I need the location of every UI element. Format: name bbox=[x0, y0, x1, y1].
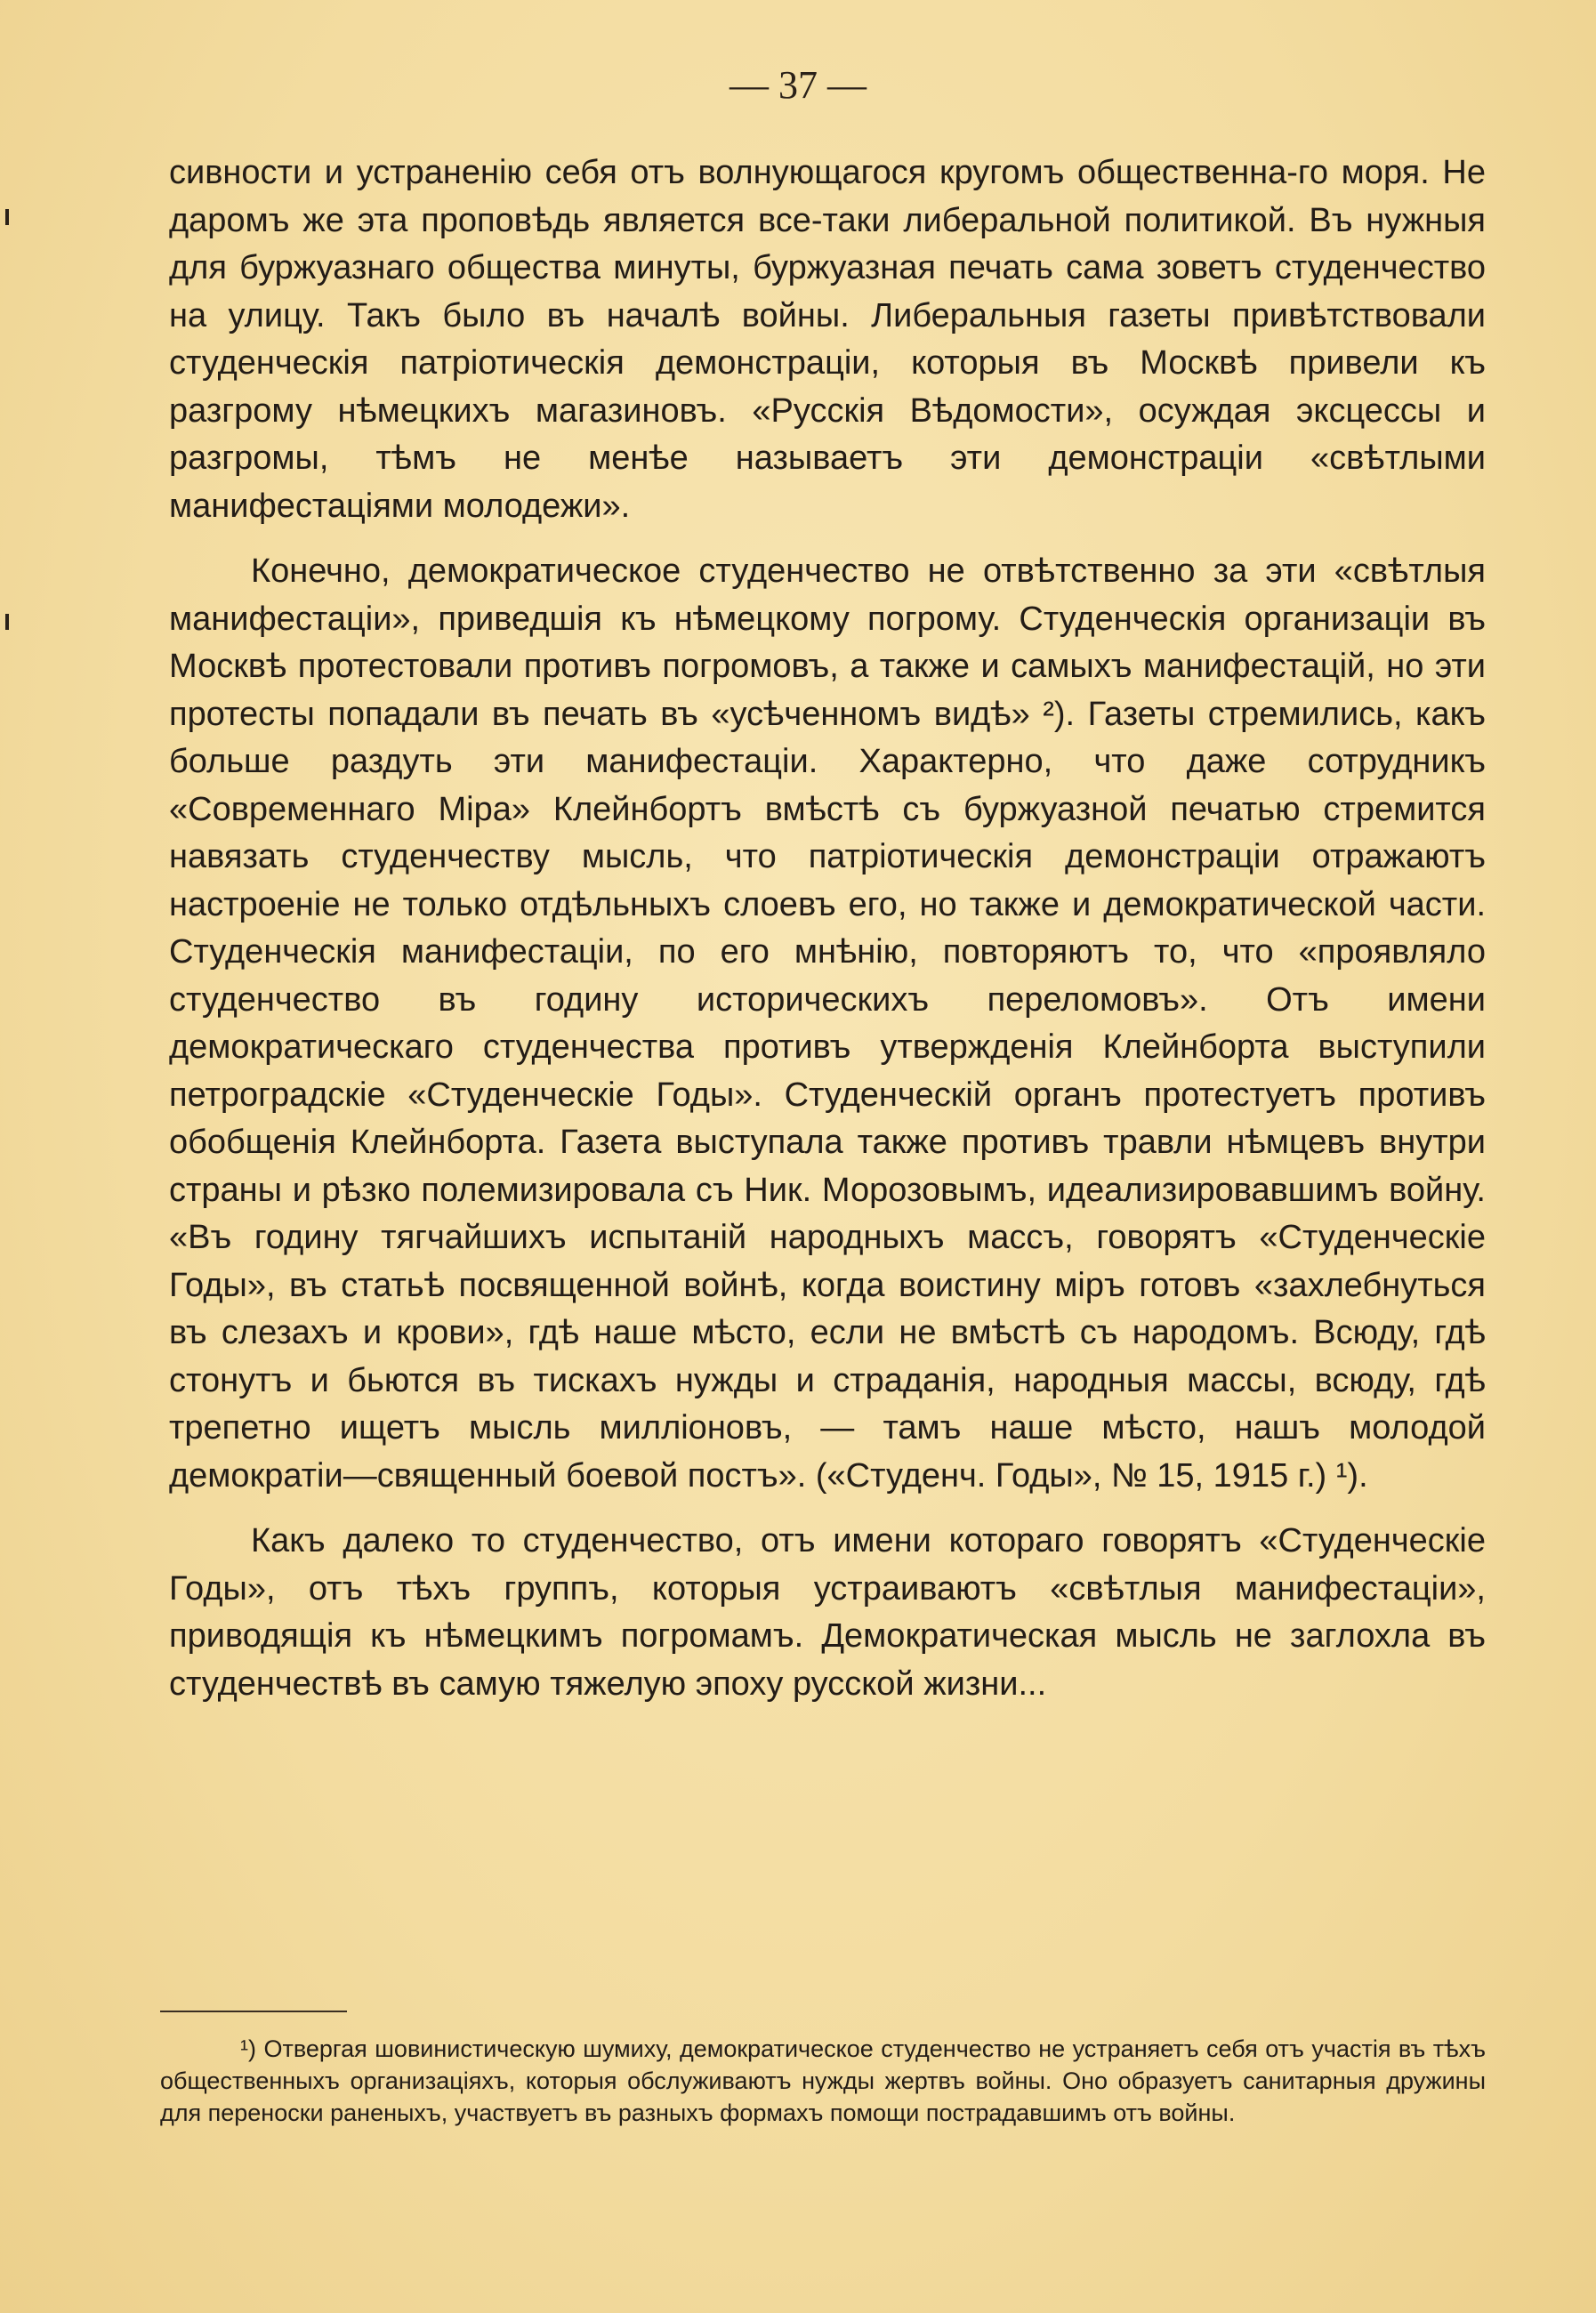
margin-mark bbox=[5, 209, 9, 225]
footnote-divider bbox=[160, 2011, 347, 2012]
paragraph: Конечно, демократическое студенчество не отвѣтственно за эти «свѣтлыя манифестаціи», приведшія къ нѣмецкому погрому. Студенческія организаціи въ Москвѣ протестовали противъ погромовъ, а также и самыхъ манифестацій, но эти протесты попадали въ печать въ «усѣченномъ видѣ» ²). Газеты стремились, какъ больше раздуть эти манифестаціи. Характерно, что даже сотрудникъ «Современнаго Міра» Клейнбортъ вмѣстѣ съ буржуазной печатью стремится навязать студенчеству мысль, что патріотическія демонстраціи отражаютъ настроеніе не только отдѣльныхъ слоевъ его, но также и демократической части. Студенческія манифестаціи, по его мнѣнію, повторяютъ то, что «проявляло студенчество въ годину историческихъ переломовъ». Отъ имени демократическаго студенчества противъ утвержденія Клейнборта выступили петроградскіе «Студенческіе Годы». Студенческій органъ протестуетъ противъ обобщенія Клейнборта. Газета выступала также противъ травли нѣмцевъ внутри страны и рѣзко полемизировала съ Ник. Морозовымъ, идеализировавшимъ войну. «Въ годину тягчайшихъ испытаній народныхъ массъ, говорятъ «Студенческіе Годы», въ статьѣ посвященной войнѣ, когда воистину міръ готовъ «захлебнуться въ слезахъ и крови», гдѣ наше мѣсто, если не вмѣстѣ съ народомъ. Всюду, гдѣ стонутъ и бьются въ тискахъ нужды и страданія, народныя массы, всюду, гдѣ трепетно ищетъ мысль милліоновъ, — тамъ наше мѣсто, нашъ молодой демократіи—священный боевой постъ». («Студенч. Годы», № 15, 1915 г.) ¹). bbox=[169, 552, 1486, 1495]
footnote: ¹) Отвергая шовинистическую шумиху, демократическое студенчество не устраняетъ себя отъ участія въ тѣхъ общественныхъ организаціяхъ, которыя обслуживаютъ нужды жертвъ войны. Оно образуетъ санитарныя дружины для переноски раненыхъ, участвуетъ въ разныхъ формахъ помощи пострадавшимъ отъ войны. bbox=[160, 2035, 1486, 2126]
margin-mark bbox=[5, 614, 9, 630]
paragraph: сивности и устраненію себя отъ волнующагося кругомъ общественна-го моря. Не даромъ же эта проповѣдь является все-таки либеральной политикой. Въ нужныя для буржуазнаго общества минуты, буржуазная печать сама зоветъ студенчество на улицу. Такъ было въ началѣ войны. Либеральныя газеты привѣтствовали студенческія патріотическія демонстраціи, которыя въ Москвѣ привели къ разгрому нѣмецкихъ магазиновъ. «Русскія Вѣдомости», осуждая эксцессы и разгромы, тѣмъ не менѣе называетъ эти демонстраціи «свѣтлыми манифестаціями молодежи». bbox=[169, 154, 1486, 525]
page-number: — 37 — bbox=[729, 63, 867, 107]
main-text bbox=[169, 149, 1486, 1708]
paragraph: Какъ далеко то студенчество, отъ имени котораго говорятъ «Студенческіе Годы», отъ тѣхъ группъ, которыя устраиваютъ «свѣтлыя манифестаціи», приводящія къ нѣмецкимъ погромамъ. Демократическая мысль не заглохла въ студенчествѣ въ самую тяжелую эпоху русской жизни... bbox=[169, 1522, 1486, 1703]
